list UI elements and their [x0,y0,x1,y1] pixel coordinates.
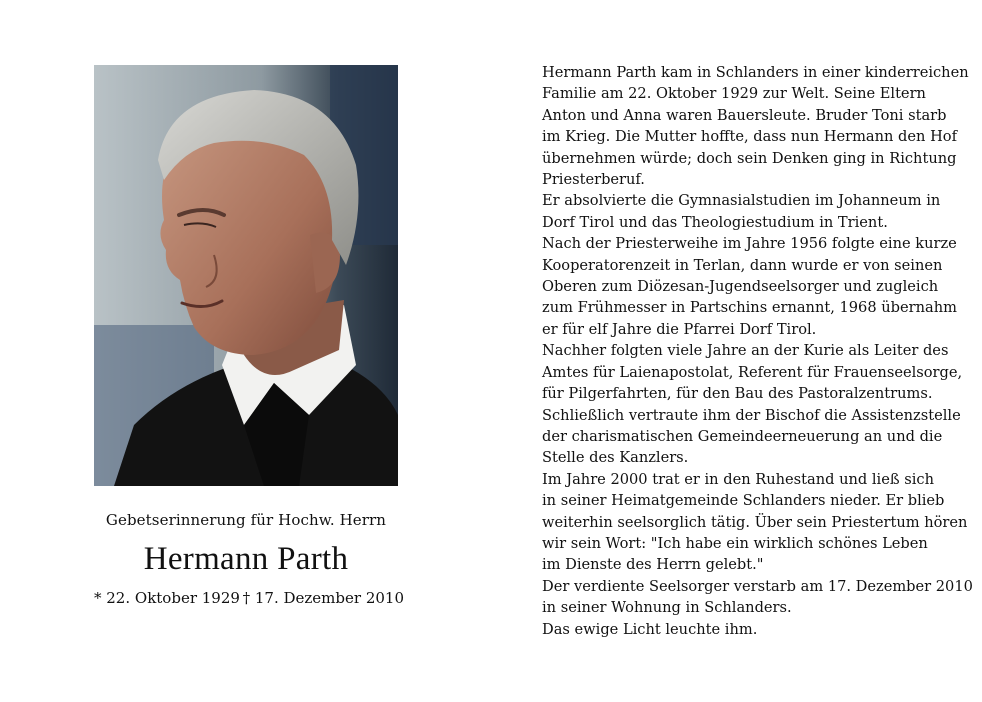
biography-line: Amtes für Laienapostolat, Referent für Frauenseelsorge, [542,363,963,381]
portrait-illustration [94,65,398,486]
biography-line: Nachher folgten viele Jahre an der Kurie als Leiter des [542,342,949,360]
biography-line: Kooperatorenzeit in Terlan, dann wurde er von seinen [542,256,943,274]
memorial-subtitle: Gebetserinnerung für Hochw. Herrn [105,511,387,529]
life-dates [94,589,404,607]
biography-line: in seiner Wohnung in Schlanders. [542,599,792,617]
biography-line: Im Jahre 2000 trat er in den Ruhestand und ließ sich [542,470,934,488]
biography-line: Priesterberuf. [542,171,645,189]
biography-line: er für elf Jahre die Pfarrei Dorf Tirol. [542,320,817,338]
biography-line: in seiner Heimatgemeinde Schlanders nieder. Er blieb [542,492,945,510]
biography-line: zum Frühmesser in Partschins ernannt, 1968 übernahm [542,299,957,317]
death-date: † 17. Dezember 2010 [242,589,404,607]
biography-line: Das ewige Licht leuchte ihm. [542,620,758,638]
biography-line: Stelle des Kanzlers. [542,449,689,467]
biography-line: Familie am 22. Oktober 1929 zur Welt. Seine Eltern [542,85,926,103]
portrait-photo [94,65,398,486]
biography-line: Oberen zum Diözesan-Jugendseelsorger und zugleich [542,278,939,296]
biography-line: weiterhin seelsorglich tätig. Über sein Priestertum hören [542,513,968,531]
biography-line: im Dienste des Herrn gelebt." [542,556,764,574]
biography-line: im Krieg. Die Mutter hoffte, dass nun Hermann den Hof [542,128,957,146]
biography-line: Er absolvierte die Gymnasialstudien im Johanneum in [542,192,941,210]
biography-line: für Pilgerfahrten, für den Bau des Pastoralzentrums. [542,385,933,403]
biography-line: wir sein Wort: "Ich habe ein wirklich schönes Leben [542,534,928,552]
biography-line: Schließlich vertraute ihm der Bischof die Assistenzstelle [542,406,961,424]
biography-line: Der verdiente Seelsorger verstarb am 17. Dezember 2010 [542,577,973,595]
biography-line: Dorf Tirol und das Theologiestudium in Trient. [542,213,888,231]
biography-line: der charismatischen Gemeindeerneuerung an und die [542,427,943,445]
biography-line: Anton und Anna waren Bauersleute. Bruder Toni starb [542,106,947,124]
deceased-name: Hermann Parth [143,541,349,577]
biography-line: übernehmen würde; doch sein Denken ging in Richtung [542,149,957,167]
biography-line: Hermann Parth kam in Schlanders in einer kinderreichen [542,64,969,81]
biography-text [542,62,973,640]
birth-date: * 22. Oktober 1929 [94,589,240,607]
biography-line: Nach der Priesterweihe im Jahre 1956 folgte eine kurze [542,235,957,253]
